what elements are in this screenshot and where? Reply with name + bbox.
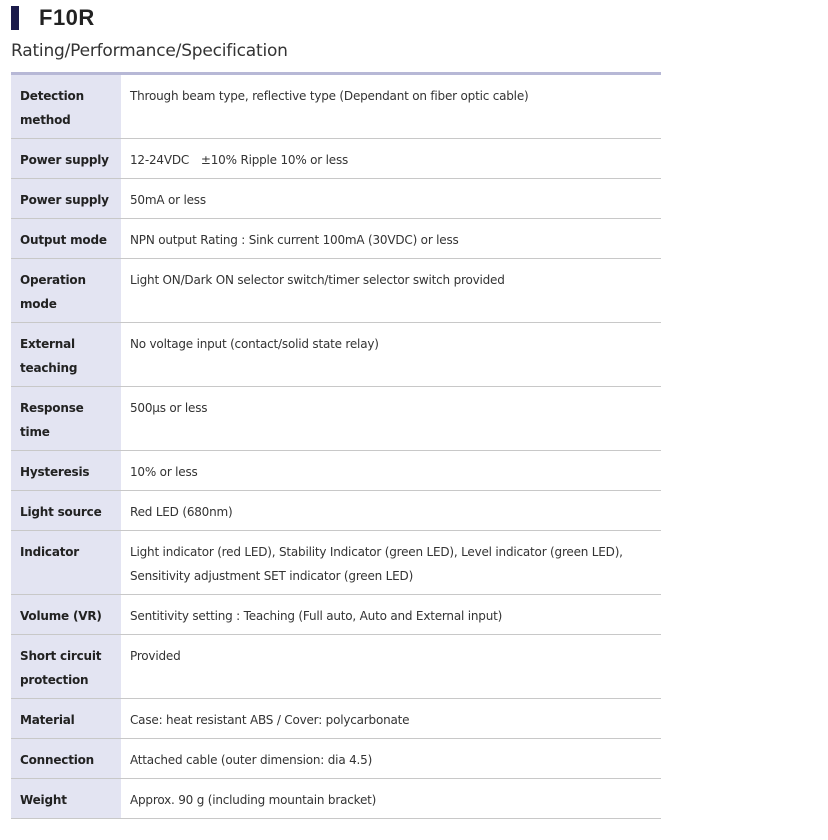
spec-label: Volume (VR) — [11, 595, 121, 635]
spec-label: Power supply — [11, 139, 121, 179]
table-row — [11, 699, 661, 739]
spec-label: External teaching — [11, 323, 121, 387]
table-row — [11, 595, 661, 635]
table-row — [11, 179, 661, 219]
spec-label: Connection — [11, 739, 121, 779]
heading-accent-bar — [11, 6, 19, 30]
spec-value: Attached cable (outer dimension: dia 4.5) — [121, 739, 661, 779]
spec-label: Detection method — [11, 74, 121, 139]
spec-value: Light indicator (red LED), Stability Indicator (green LED), Level indicator (green LED), Sensitivity adjustment SET indicator (green LED) — [121, 531, 661, 595]
spec-table-body — [11, 74, 661, 819]
spec-value: 50mA or less — [121, 179, 661, 219]
spec-label: Light source — [11, 491, 121, 531]
spec-value: Sentitivity setting : Teaching (Full auto, Auto and External input) — [121, 595, 661, 635]
table-row — [11, 323, 661, 387]
table-row — [11, 451, 661, 491]
spec-value: Case: heat resistant ABS / Cover: polycarbonate — [121, 699, 661, 739]
table-row — [11, 387, 661, 451]
spec-value: 500μs or less — [121, 387, 661, 451]
spec-value: Light ON/Dark ON selector switch/timer selector switch provided — [121, 259, 661, 323]
table-row — [11, 139, 661, 179]
spec-label: Material — [11, 699, 121, 739]
spec-label: Response time — [11, 387, 121, 451]
spec-label: Operation mode — [11, 259, 121, 323]
table-row — [11, 219, 661, 259]
spec-value: Red LED (680nm) — [121, 491, 661, 531]
spec-value: Approx. 90 g (including mountain bracket) — [121, 779, 661, 819]
spec-value: 12-24VDC ±10% Ripple 10% or less — [121, 139, 661, 179]
spec-value: No voltage input (contact/solid state relay) — [121, 323, 661, 387]
spec-label: Hysteresis — [11, 451, 121, 491]
table-row — [11, 739, 661, 779]
table-row — [11, 779, 661, 819]
spec-label: Weight — [11, 779, 121, 819]
table-row — [11, 491, 661, 531]
spec-table — [11, 72, 661, 819]
spec-label: Short circuit protection — [11, 635, 121, 699]
table-row — [11, 635, 661, 699]
spec-label: Power supply — [11, 179, 121, 219]
spec-value: Through beam type, reflective type (Dependant on fiber optic cable) — [121, 74, 661, 139]
table-row — [11, 531, 661, 595]
table-row — [11, 259, 661, 323]
page-heading — [11, 6, 95, 30]
spec-value: 10% or less — [121, 451, 661, 491]
spec-label: Indicator — [11, 531, 121, 595]
spec-label: Output mode — [11, 219, 121, 259]
spec-value: NPN output Rating : Sink current 100mA (30VDC) or less — [121, 219, 661, 259]
spec-value: Provided — [121, 635, 661, 699]
page-title: F10R — [39, 5, 95, 30]
table-row — [11, 74, 661, 139]
section-title: Rating/Performance/Specification — [11, 41, 288, 61]
